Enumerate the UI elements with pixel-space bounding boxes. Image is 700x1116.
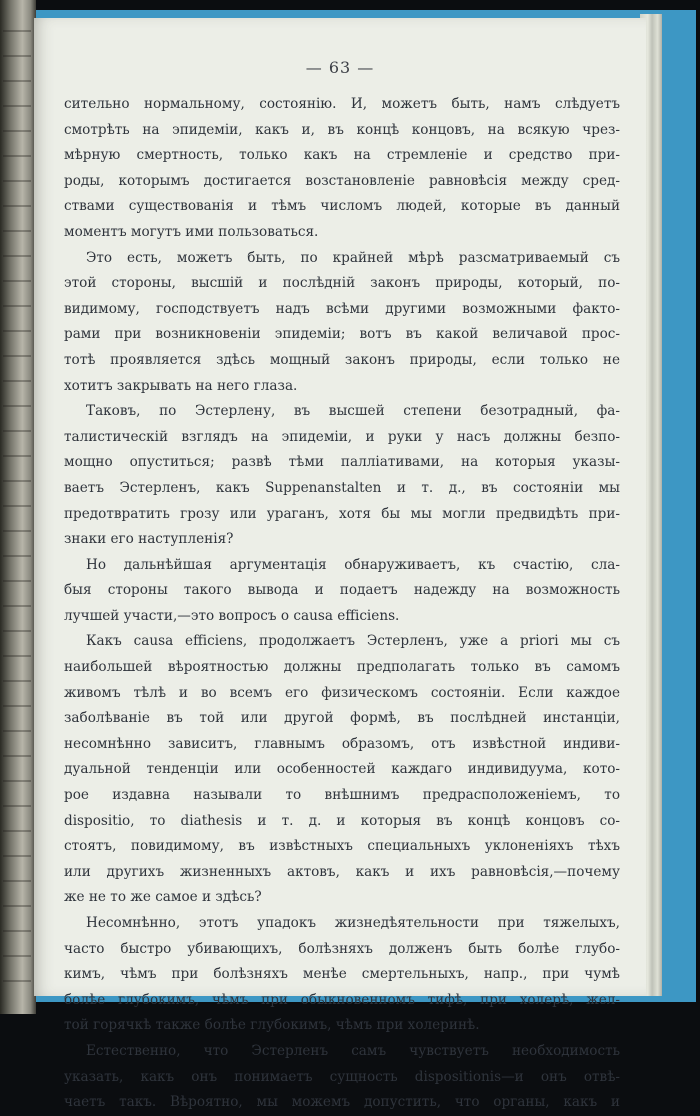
text-line: Несомнѣнно, этотъ упадокъ жизнедѣятельности при тяжелыхъ,: [86, 915, 620, 931]
text-line: тотѣ проявляется здѣсь мощный законъ природы, если только не: [64, 351, 620, 368]
text-line: дуальной тенденціи или особенностей каждаго индивидуума, кото-: [64, 761, 620, 778]
text-line: рое издавна называли то внѣшнимъ предрасположеніемъ, то: [64, 787, 620, 804]
text-line: лучшей участи,—это вопросъ о causa efficiens.: [64, 607, 400, 624]
text-line: указать, какъ онъ понимаетъ сущность dispositionis—и онъ отвѣ-: [64, 1068, 620, 1085]
text-line: болѣе глубокимъ, чѣмъ при обыкновенномъ тифѣ, при холерѣ, жел-: [64, 991, 620, 1008]
text-line: Какъ causa efficiens, продолжаетъ Эстерленъ, уже a priori мы съ: [86, 633, 620, 650]
text-line: живомъ тѣлѣ и во всемъ его физическомъ состояніи. Если каждое: [64, 684, 620, 701]
text-line: видимому, господствуетъ надъ всѣми другими возможными факто-: [64, 300, 620, 317]
text-line: рами при возникновеніи эпидеміи; вотъ въ какой величавой прос-: [64, 326, 620, 343]
previous-page-edge: [0, 0, 36, 1014]
text-line: мѣрную смертность, только какъ на стремленіе и средство при-: [64, 147, 620, 164]
text-line: знаки его наступленія?: [64, 531, 234, 548]
body-text: [64, 92, 620, 1116]
text-line: или другихъ жизненныхъ актовъ, какъ и ихъ равновѣсія,—почему: [64, 863, 620, 880]
text-line: заболѣваніе въ той или другой формѣ, въ послѣдней инстанціи,: [64, 710, 620, 727]
text-line: смотрѣть на эпидеміи, какъ и, въ концѣ концовъ, на всякую чрез-: [64, 121, 620, 138]
text-line: же не то же самое и здѣсь?: [64, 889, 262, 906]
text-line: dispositio, то diathesis и т. д. и которыя въ концѣ концовъ со-: [64, 812, 620, 829]
book-page: [34, 18, 646, 1111]
text-line: Но дальнѣйшая аргументація обнаруживаетъ, къ счастію, сла-: [86, 556, 620, 573]
text-line: той горячкѣ также болѣе глубокимъ, чѣмъ при холеринѣ.: [64, 1017, 480, 1034]
text-line: моментъ могутъ ими пользоваться.: [64, 223, 319, 240]
text-line: несомнѣнно зависитъ, главнымъ образомъ, отъ извѣстной индиви-: [64, 735, 620, 752]
text-line: этой стороны, высшій и послѣдній законъ природы, который, по-: [64, 275, 620, 292]
text-line: Таковъ, по Эстерлену, въ высшей степени безотрадный, фа-: [86, 403, 620, 420]
text-line: кимъ, чѣмъ при болѣзняхъ менѣе смертельныхъ, напр., при чумѣ: [64, 966, 620, 983]
text-line: часто быстро убивающихъ, болѣзняхъ долженъ быть болѣе глубо-: [64, 940, 620, 957]
text-line: предотвратить грозу или ураганъ, хотя бы мы могли предвидѣть при-: [64, 505, 620, 522]
text-line: сительно нормальному, состоянію. И, можетъ быть, намъ слѣдуетъ: [64, 96, 620, 112]
previous-page-text-fragments: [3, 30, 31, 990]
text-line: наибольшей вѣроятностью должны предполагать только въ самомъ: [64, 659, 620, 676]
text-line: мощно опуститься; развѣ тѣми палліативами, на которыя указы-: [64, 454, 620, 471]
text-line: стоятъ, повидимому, въ извѣстныхъ специальныхъ уклоненіяхъ тѣхъ: [64, 838, 620, 855]
text-line: хотитъ закрывать на него глаза.: [64, 377, 298, 394]
page-number: — 63 —: [305, 58, 375, 77]
text-line: чаетъ такъ. Вѣроятно, мы можемъ допустить, что органы, какъ и: [64, 1094, 620, 1111]
text-line: ваетъ Эстерленъ, какъ Suppenanstalten и т. д., въ состояніи мы: [64, 479, 620, 496]
text-line: быя стороны такого вывода и подаетъ надежду на возможность: [64, 582, 620, 599]
text-line: Это есть, можетъ быть, по крайней мѣрѣ разсматриваемый съ: [86, 249, 620, 266]
text-line: Естественно, что Эстерленъ самъ чувствуетъ необходимость: [86, 1042, 620, 1059]
text-line: роды, которымъ достигается возстановленіе равновѣсія между сред-: [64, 172, 620, 189]
text-line: талистическій взглядъ на эпидеміи, и руки у насъ должны безпо-: [64, 428, 620, 445]
text-line: ствами существованія и тѣмъ числомъ людей, которые въ данный: [64, 198, 620, 215]
